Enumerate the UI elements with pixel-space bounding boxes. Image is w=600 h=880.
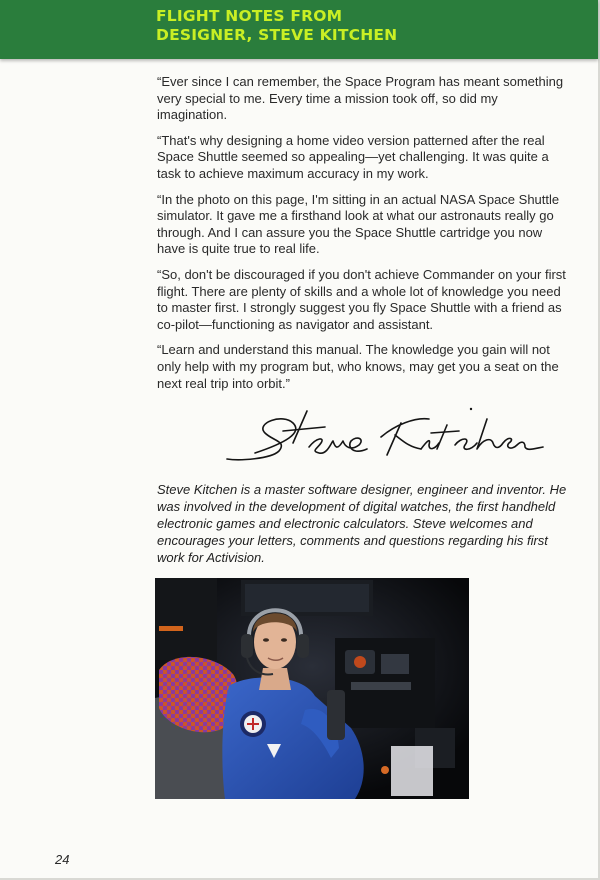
signature <box>225 403 545 469</box>
page-title-line-1: FLIGHT NOTES FROM <box>156 7 343 25</box>
designer-letter <box>157 74 571 401</box>
letter-paragraph-2: “That's why designing a home video version patterned after the real Space Shuttle seemed so appealing—yet challenging. It was quite a task to achieve maximum accuracy in my work. <box>157 132 549 181</box>
simulator-photo <box>155 578 469 799</box>
page-title <box>156 7 576 45</box>
letter-paragraph-1: “Ever since I can remember, the Space Program has meant something very special to me. Every time a mission took off, so did my imagination. <box>157 74 564 123</box>
designer-bio: Steve Kitchen is a master software designer, engineer and inventor. He was involved in the development of digital watches, the first handheld electronic games and electronic calculators. Steve welcomes and encourages your letters, comments and questions regarding his first work for Activision. <box>157 482 567 565</box>
letter-paragraph-4: “So, don't be discouraged if you don't achieve Commander on your first flight. There are plenty of skills and a whole lot of knowledge you need to master first. I strongly suggest you fly Space Shuttle with a friend as co-pilot—functioning as navigator and assistant. <box>157 266 566 332</box>
page-title-line-2: DESIGNER, STEVE KITCHEN <box>156 26 398 44</box>
page-number: 24 <box>55 852 70 867</box>
letter-paragraph-5: “Learn and understand this manual. The knowledge you gain will not only help with my program but, who knows, may get you a seat on the next real trip into orbit.” <box>157 342 559 391</box>
letter-paragraph-3: “In the photo on this page, I'm sitting in an actual NASA Space Shuttle simulator. It gave me a firsthand look at what our astronauts really go through. And I can assure you the Space Shuttle cartridge you now have is quite true to real life. <box>157 191 560 257</box>
